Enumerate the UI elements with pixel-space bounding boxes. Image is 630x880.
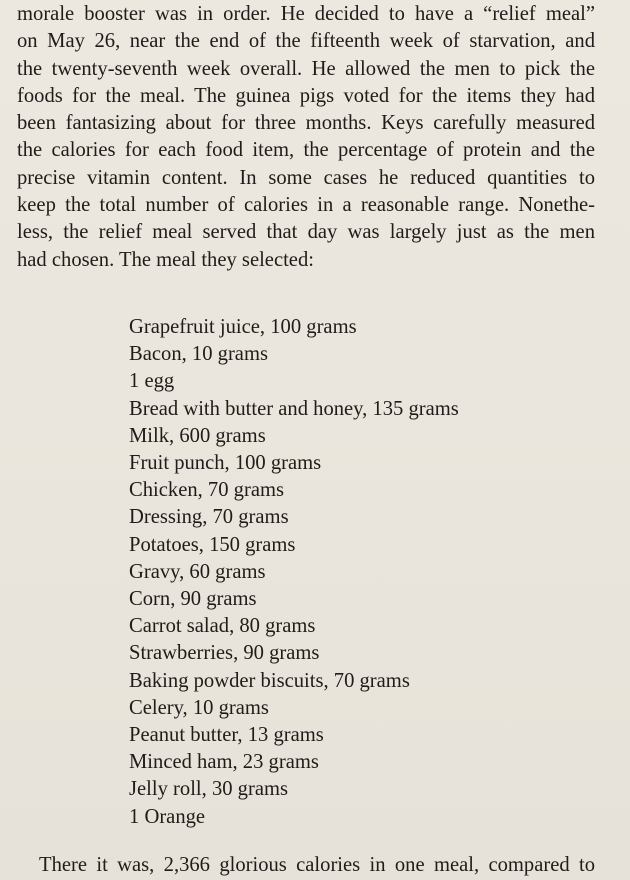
menu-item: Grapefruit juice, 100 grams <box>129 316 357 338</box>
paragraph-line: keep the total number of calories in a reasonable range. Nonethe- <box>17 194 595 217</box>
menu-item: Potatoes, 150 grams <box>129 533 296 556</box>
menu-item: Celery, 10 grams <box>129 696 269 719</box>
intro-paragraph <box>17 1 595 274</box>
menu-item: Chicken, 70 grams <box>129 479 284 502</box>
menu-item: Bacon, 10 grams <box>129 343 268 366</box>
menu-item: Corn, 90 grams <box>129 588 257 611</box>
menu-item: 1 Orange <box>129 805 206 828</box>
menu-item: Milk, 600 grams <box>129 424 266 447</box>
paragraph-line: There it was, 2,366 glorious calories in one meal, compared to <box>39 854 595 876</box>
menu-item: Strawberries, 90 grams <box>129 642 320 665</box>
menu-item: Peanut butter, 13 grams <box>129 724 324 747</box>
paragraph-line: foods for the meal. The guinea pigs voted for the items they had <box>17 84 595 107</box>
paragraph-line: precise vitamin content. In some cases he reduced quantities to <box>17 166 595 189</box>
menu-item: Minced ham, 23 grams <box>129 751 319 774</box>
menu-item: Bread with butter and honey, 135 grams <box>129 397 459 420</box>
menu-item: Dressing, 70 grams <box>129 506 289 529</box>
relief-meal-menu-list <box>129 314 459 831</box>
menu-item: Baking powder biscuits, 70 grams <box>129 669 410 692</box>
menu-item: Carrot salad, 80 grams <box>129 615 316 638</box>
paragraph-line: on May 26, near the end of the fifteenth week of starvation, and <box>17 30 595 53</box>
paragraph-line: the twenty-seventh week overall. He allowed the men to pick the <box>17 57 595 80</box>
menu-item: Gravy, 60 grams <box>129 560 266 583</box>
paragraph-line: had chosen. The meal they selected: <box>17 248 314 271</box>
menu-item: Jelly roll, 30 grams <box>129 778 289 801</box>
paragraph-line: the calories for each food item, the percentage of protein and the <box>17 139 595 162</box>
menu-item: 1 egg <box>129 370 175 393</box>
paragraph-line: morale booster was in order. He decided to have a “relief meal” <box>17 3 595 25</box>
menu-item: Fruit punch, 100 grams <box>129 452 322 475</box>
closing-paragraph <box>39 852 595 879</box>
paragraph-line: been fantasizing about for three months. Keys carefully measured <box>17 112 595 135</box>
paragraph-line: less, the relief meal served that day was largely just as the men <box>17 221 595 244</box>
